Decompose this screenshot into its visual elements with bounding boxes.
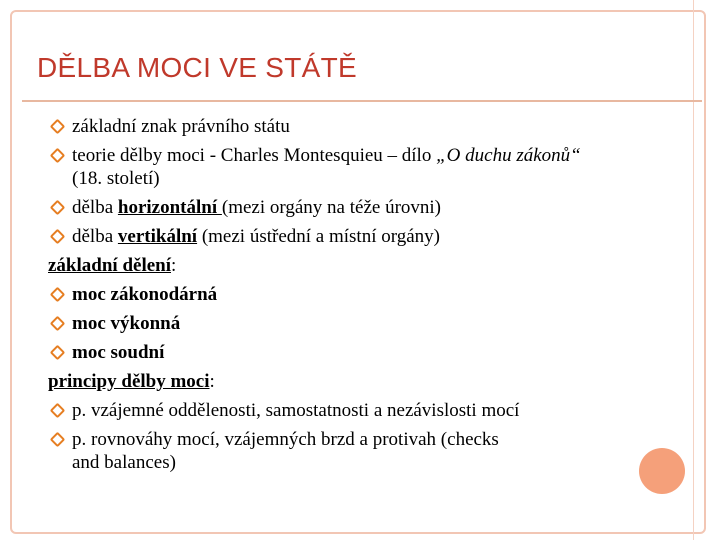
bullet-item: [48, 309, 688, 338]
section-colon: :: [171, 255, 177, 276]
slide-title: DĚLBA MOCI VE STÁTĚ: [37, 52, 358, 83]
horizontal-link[interactable]: horizontální: [117, 197, 222, 218]
decorative-circle: [639, 448, 685, 494]
bullet-item: [48, 280, 688, 309]
section-colon: :: [209, 371, 215, 392]
bullet-continuation: (18. století): [72, 168, 160, 189]
bullet-text: moc soudní: [72, 342, 165, 363]
bullet-text: základní znak právního státu: [72, 116, 290, 137]
bullet-item: [48, 222, 688, 251]
bullet-text: (mezi orgány na téže úrovni): [221, 197, 442, 218]
slide-content: [48, 112, 688, 477]
bullet-text: p. rovnováhy mocí, vzájemných brzd a protivah (checks: [72, 429, 499, 450]
section-heading: [48, 367, 688, 396]
section-label[interactable]: principy dělby moci: [48, 371, 210, 392]
bullet-text: moc výkonná: [72, 313, 181, 334]
book-title: „O duchu zákonů“: [436, 145, 581, 166]
bullet-text: dělba: [72, 226, 118, 247]
bullet-text: moc zákonodárná: [72, 284, 218, 305]
section-heading: [48, 251, 688, 280]
vertical-link[interactable]: vertikální: [117, 226, 198, 247]
right-stripe: [693, 0, 694, 540]
bullet-item: [48, 338, 688, 367]
bullet-item: [48, 112, 688, 141]
bullet-item: [48, 396, 688, 425]
bullet-continuation: and balances): [72, 452, 176, 473]
bullet-text: dělba: [72, 197, 118, 218]
section-label[interactable]: základní dělení: [48, 255, 171, 276]
bullet-item: [48, 193, 688, 222]
bullet-text: (mezi ústřední a místní orgány): [197, 226, 440, 247]
bullet-text: teorie dělby moci - Charles Montesquieu – dílo: [72, 145, 437, 166]
bullet-text: p. vzájemné oddělenosti, samostatnosti a nezávislosti mocí: [72, 400, 520, 421]
title-divider: [22, 100, 702, 102]
